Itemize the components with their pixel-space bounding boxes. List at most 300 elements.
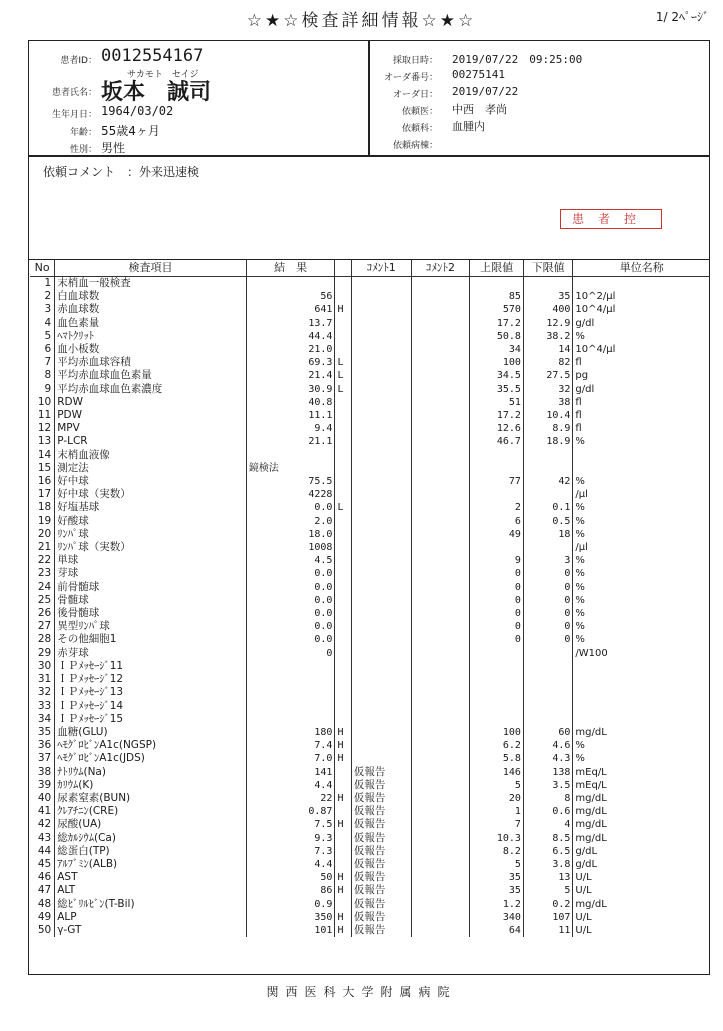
cell-c2 <box>411 422 470 435</box>
cell-c1: 仮報告 <box>351 884 411 897</box>
collect-datetime: 2019/07/22 09:25:00 <box>452 53 583 66</box>
cell-name: 好酸球 <box>55 515 247 528</box>
cell-c2 <box>411 779 470 792</box>
patient-name-label: 患者氏名： <box>51 88 97 98</box>
cell-name: ＩＰﾒｯｾｰｼﾞ13 <box>55 686 247 699</box>
cell-c1 <box>351 607 411 620</box>
cell-no: 17 <box>30 488 55 501</box>
cell-lo: 0 <box>523 607 572 620</box>
cell-lo: 8.9 <box>523 422 572 435</box>
cell-hi: 8.2 <box>470 845 524 858</box>
cell-no: 45 <box>30 858 55 871</box>
table-row <box>30 343 710 356</box>
cell-unit: % <box>575 515 585 527</box>
cell-unit: mg/dL <box>575 806 607 818</box>
table-row <box>30 515 710 528</box>
cell-c2 <box>411 317 470 330</box>
cell-unit <box>573 713 710 726</box>
cell-hi: 35.5 <box>470 383 524 396</box>
cell-lo <box>523 462 572 475</box>
cell-unit: % <box>575 476 585 488</box>
cell-name: RDW <box>55 396 247 409</box>
cell-unit: mg/dL <box>575 819 607 831</box>
cell-hi: 49 <box>470 528 524 541</box>
cell-lo: 0 <box>523 567 572 580</box>
patient-info-box <box>28 40 369 156</box>
cell-lo: 11 <box>523 924 572 937</box>
cell-c1: 仮報告 <box>351 924 411 937</box>
hospital-name: 関西医科大学附属病院 <box>266 985 457 999</box>
table-row <box>30 528 710 541</box>
cell-hi <box>470 686 524 699</box>
cell-name: 血糖(GLU) <box>55 726 247 739</box>
cell-no: 40 <box>30 792 55 805</box>
col-result: 結 果 <box>246 260 335 277</box>
cell-flag <box>335 832 351 845</box>
cell-lo: 10.4 <box>523 409 572 422</box>
cell-c1 <box>351 739 411 752</box>
cell-name: 好中球 <box>55 475 247 488</box>
cell-result: 11.1 <box>246 409 335 422</box>
cell-c1 <box>351 528 411 541</box>
cell-no: 36 <box>30 739 55 752</box>
cell-name: ＩＰﾒｯｾｰｼﾞ11 <box>55 660 247 673</box>
cell-unit <box>573 660 710 673</box>
cell-name: 好塩基球 <box>55 501 247 514</box>
cell-lo: 32 <box>523 383 572 396</box>
cell-result: 鏡検法 <box>246 462 335 475</box>
table-row <box>30 581 710 594</box>
cell-no: 11 <box>30 409 55 422</box>
cell-c2 <box>411 277 470 291</box>
cell-hi: 35 <box>470 871 524 884</box>
cell-no: 49 <box>30 911 55 924</box>
cell-c2 <box>411 898 470 911</box>
cell-unit: /μl <box>575 542 588 554</box>
table-row <box>30 303 710 316</box>
cell-no: 48 <box>30 898 55 911</box>
cell-flag: H <box>335 911 351 924</box>
cell-flag <box>335 607 351 620</box>
cell-flag <box>335 290 351 303</box>
cell-c2 <box>411 792 470 805</box>
cell-name: ﾍﾓｸﾞﾛﾋﾞﾝA1c(NGSP) <box>55 739 247 752</box>
cell-c2 <box>411 515 470 528</box>
cell-name: 骨髄球 <box>55 594 247 607</box>
table-row <box>30 435 710 448</box>
cell-c1 <box>351 620 411 633</box>
cell-hi: 34.5 <box>470 369 524 382</box>
cell-unit: mg/dL <box>575 726 607 738</box>
cell-no: 43 <box>30 832 55 845</box>
cell-result: 4.4 <box>246 779 335 792</box>
cell-c2 <box>411 726 470 739</box>
cell-unit: % <box>575 502 585 514</box>
cell-flag: H <box>335 818 351 831</box>
cell-result: 7.0 <box>246 752 335 765</box>
cell-no: 26 <box>30 607 55 620</box>
table-row <box>30 356 710 369</box>
cell-flag <box>335 660 351 673</box>
cell-unit: mEq/L <box>575 779 607 791</box>
table-row <box>30 554 710 567</box>
col-no: No <box>30 260 55 277</box>
cell-flag <box>335 673 351 686</box>
cell-unit: fl <box>575 396 582 408</box>
cell-c2 <box>411 475 470 488</box>
cell-flag <box>335 779 351 792</box>
cell-hi: 35 <box>470 884 524 897</box>
cell-c1 <box>351 686 411 699</box>
cell-c2 <box>411 924 470 937</box>
cell-c2 <box>411 528 470 541</box>
cell-result <box>246 673 335 686</box>
cell-hi: 9 <box>470 554 524 567</box>
table-row <box>30 290 710 303</box>
cell-no: 7 <box>30 356 55 369</box>
cell-hi: 1.2 <box>470 898 524 911</box>
cell-name: 平均赤血球容積 <box>55 356 247 369</box>
results-table <box>30 260 710 937</box>
cell-result: 0.87 <box>246 805 335 818</box>
cell-no: 4 <box>30 317 55 330</box>
table-row <box>30 726 710 739</box>
cell-name: 末梢血一般検査 <box>55 277 247 291</box>
cell-no: 8 <box>30 369 55 382</box>
cell-result: 13.7 <box>246 317 335 330</box>
request-comment: 依頼コメント ：外来迅速検 <box>43 165 200 179</box>
table-row <box>30 620 710 633</box>
cell-c1 <box>351 713 411 726</box>
cell-flag <box>335 713 351 726</box>
table-row <box>30 884 710 897</box>
cell-hi: 100 <box>470 356 524 369</box>
cell-unit: U/L <box>575 924 592 936</box>
cell-c1 <box>351 752 411 765</box>
cell-result: 75.5 <box>246 475 335 488</box>
cell-unit: 10^4/μl <box>575 304 616 316</box>
cell-name: P-LCR <box>55 435 247 448</box>
cell-hi: 64 <box>470 924 524 937</box>
cell-c1 <box>351 594 411 607</box>
cell-c1 <box>351 673 411 686</box>
col-lower: 下限値 <box>523 260 572 277</box>
cell-c1: 仮報告 <box>351 832 411 845</box>
cell-no: 25 <box>30 594 55 607</box>
patient-id-label: 患者ID： <box>60 56 97 66</box>
cell-c1: 仮報告 <box>351 805 411 818</box>
cell-flag: H <box>335 739 351 752</box>
cell-hi <box>470 462 524 475</box>
cell-no: 10 <box>30 396 55 409</box>
cell-result: 18.0 <box>246 528 335 541</box>
cell-hi: 50.8 <box>470 330 524 343</box>
table-row <box>30 752 710 765</box>
cell-flag <box>335 343 351 356</box>
cell-c2 <box>411 818 470 831</box>
cell-flag: L <box>335 383 351 396</box>
cell-hi: 17.2 <box>470 409 524 422</box>
cell-flag <box>335 330 351 343</box>
cell-hi: 17.2 <box>470 317 524 330</box>
cell-no: 39 <box>30 779 55 792</box>
cell-result: 9.4 <box>246 422 335 435</box>
cell-lo: 14 <box>523 343 572 356</box>
col-comment2: ｺﾒﾝﾄ2 <box>411 260 470 277</box>
cell-lo: 4.6 <box>523 739 572 752</box>
cell-c1 <box>351 356 411 369</box>
cell-result: 0.0 <box>246 620 335 633</box>
cell-unit: mg/dL <box>575 898 607 910</box>
cell-c2 <box>411 330 470 343</box>
cell-name: PDW <box>55 409 247 422</box>
cell-c2 <box>411 435 470 448</box>
table-row <box>30 700 710 713</box>
table-row <box>30 594 710 607</box>
cell-no: 3 <box>30 303 55 316</box>
cell-c1 <box>351 435 411 448</box>
cell-name: 白血球数 <box>55 290 247 303</box>
cell-c1 <box>351 515 411 528</box>
cell-result: 1008 <box>246 541 335 554</box>
cell-unit: U/L <box>575 872 592 884</box>
cell-name: 平均赤血球血色素濃度 <box>55 383 247 396</box>
cell-c2 <box>411 356 470 369</box>
cell-lo <box>523 660 572 673</box>
cell-no: 12 <box>30 422 55 435</box>
table-row <box>30 898 710 911</box>
cell-result: 141 <box>246 766 335 779</box>
cell-result: 44.4 <box>246 330 335 343</box>
table-row <box>30 462 710 475</box>
cell-c2 <box>411 911 470 924</box>
cell-c1 <box>351 554 411 567</box>
table-row <box>30 277 710 291</box>
cell-result: 0.0 <box>246 607 335 620</box>
cell-no: 5 <box>30 330 55 343</box>
cell-hi <box>470 713 524 726</box>
order-info-box <box>369 40 710 156</box>
table-row <box>30 832 710 845</box>
cell-result: 0 <box>246 647 335 660</box>
cell-name: ｶﾘｳﾑ(K) <box>55 779 247 792</box>
cell-lo <box>523 449 572 462</box>
cell-flag <box>335 396 351 409</box>
cell-result: 0.9 <box>246 898 335 911</box>
cell-name: 単球 <box>55 554 247 567</box>
cell-name: 前骨髄球 <box>55 581 247 594</box>
cell-c2 <box>411 383 470 396</box>
cell-c1 <box>351 581 411 594</box>
order-date: 2019/07/22 <box>452 85 519 98</box>
cell-hi: 85 <box>470 290 524 303</box>
cell-c2 <box>411 832 470 845</box>
cell-c1 <box>351 462 411 475</box>
cell-result <box>246 449 335 462</box>
cell-result <box>246 700 335 713</box>
table-row <box>30 660 710 673</box>
cell-unit: % <box>575 621 585 633</box>
cell-unit: /μl <box>575 489 588 501</box>
cell-unit: g/dL <box>575 858 598 870</box>
cell-unit: mg/dL <box>575 832 607 844</box>
cell-name: 後骨髄球 <box>55 607 247 620</box>
cell-name: ｸﾚｱﾁﾆﾝ(CRE) <box>55 805 247 818</box>
cell-result: 56 <box>246 290 335 303</box>
cell-hi: 146 <box>470 766 524 779</box>
cell-unit: mg/dL <box>575 792 607 804</box>
dept-label: 依頼科： <box>401 124 438 134</box>
cell-c1 <box>351 409 411 422</box>
cell-c2 <box>411 845 470 858</box>
cell-unit: fl <box>575 357 582 369</box>
table-row <box>30 673 710 686</box>
cell-no: 33 <box>30 700 55 713</box>
cell-c1 <box>351 343 411 356</box>
cell-c2 <box>411 660 470 673</box>
cell-flag <box>335 581 351 594</box>
table-row <box>30 409 710 422</box>
cell-hi: 51 <box>470 396 524 409</box>
cell-result: 641 <box>246 303 335 316</box>
cell-name: MPV <box>55 422 247 435</box>
cell-name: ＩＰﾒｯｾｰｼﾞ14 <box>55 700 247 713</box>
cell-lo: 12.9 <box>523 317 572 330</box>
cell-flag <box>335 766 351 779</box>
table-row <box>30 858 710 871</box>
cell-hi <box>470 541 524 554</box>
cell-flag <box>335 898 351 911</box>
cell-hi: 10.3 <box>470 832 524 845</box>
cell-unit: % <box>575 436 585 448</box>
cell-no: 6 <box>30 343 55 356</box>
cell-name: 総ｶﾙｼｳﾑ(Ca) <box>55 832 247 845</box>
page-title: ☆★☆検査詳細情報☆★☆ <box>246 11 477 31</box>
table-row <box>30 686 710 699</box>
cell-name: ﾅﾄﾘｳﾑ(Na) <box>55 766 247 779</box>
table-row <box>30 779 710 792</box>
cell-c1 <box>351 700 411 713</box>
cell-no: 46 <box>30 871 55 884</box>
cell-c1 <box>351 475 411 488</box>
cell-flag <box>335 317 351 330</box>
cell-hi <box>470 673 524 686</box>
cell-hi: 5 <box>470 858 524 871</box>
cell-c1 <box>351 383 411 396</box>
table-row <box>30 501 710 514</box>
cell-unit: g/dL <box>575 845 598 857</box>
order-no: 00275141 <box>452 68 505 81</box>
table-row <box>30 488 710 501</box>
cell-c2 <box>411 686 470 699</box>
doctor: 中西 孝尚 <box>452 103 507 116</box>
cell-name: ﾍﾏﾄｸﾘｯﾄ <box>55 330 247 343</box>
cell-result: 9.3 <box>246 832 335 845</box>
cell-unit: 10^4/μl <box>575 344 616 356</box>
cell-lo: 38.2 <box>523 330 572 343</box>
cell-lo <box>523 488 572 501</box>
cell-unit: % <box>575 330 585 342</box>
cell-result: 86 <box>246 884 335 897</box>
cell-c2 <box>411 409 470 422</box>
cell-hi: 340 <box>470 911 524 924</box>
cell-unit: % <box>575 594 585 606</box>
table-row <box>30 317 710 330</box>
cell-c1: 仮報告 <box>351 779 411 792</box>
table-row <box>30 541 710 554</box>
table-row <box>30 766 710 779</box>
cell-name: 末梢血液像 <box>55 449 247 462</box>
cell-no: 34 <box>30 713 55 726</box>
table-row <box>30 567 710 580</box>
cell-c1 <box>351 488 411 501</box>
cell-lo: 3.8 <box>523 858 572 871</box>
cell-name: 血色素量 <box>55 317 247 330</box>
cell-result <box>246 660 335 673</box>
cell-hi <box>470 277 524 291</box>
col-unit: 単位名称 <box>573 260 710 277</box>
cell-no: 50 <box>30 924 55 937</box>
cell-unit: % <box>575 555 585 567</box>
cell-flag <box>335 541 351 554</box>
cell-name: ﾘﾝﾊﾟ球（実数） <box>55 541 247 554</box>
table-row <box>30 475 710 488</box>
cell-lo: 4 <box>523 818 572 831</box>
cell-flag: H <box>335 726 351 739</box>
cell-hi: 2 <box>470 501 524 514</box>
cell-flag <box>335 422 351 435</box>
cell-flag: H <box>335 884 351 897</box>
cell-flag <box>335 845 351 858</box>
cell-no: 23 <box>30 567 55 580</box>
cell-hi: 0 <box>470 607 524 620</box>
cell-no: 9 <box>30 383 55 396</box>
cell-name: ＩＰﾒｯｾｰｼﾞ15 <box>55 713 247 726</box>
cell-c2 <box>411 620 470 633</box>
cell-result <box>246 713 335 726</box>
cell-name: 異型ﾘﾝﾊﾟ球 <box>55 620 247 633</box>
page-number: 1/ 2ﾍﾟｰｼﾞ <box>655 10 709 24</box>
cell-unit: fl <box>575 410 582 422</box>
cell-hi: 5.8 <box>470 752 524 765</box>
cell-name: ALP <box>55 911 247 924</box>
cell-unit <box>573 673 710 686</box>
cell-name: 平均赤血球血色素量 <box>55 369 247 382</box>
cell-lo: 0.6 <box>523 805 572 818</box>
cell-c2 <box>411 581 470 594</box>
cell-hi: 5 <box>470 779 524 792</box>
cell-result: 0.0 <box>246 594 335 607</box>
cell-unit: fl <box>575 423 582 435</box>
cell-lo: 38 <box>523 396 572 409</box>
cell-hi: 1 <box>470 805 524 818</box>
age: 55歳4ヶ月 <box>101 124 160 138</box>
cell-c2 <box>411 858 470 871</box>
cell-lo <box>523 700 572 713</box>
cell-c2 <box>411 607 470 620</box>
cell-c2 <box>411 884 470 897</box>
cell-hi: 6 <box>470 515 524 528</box>
cell-result: 69.3 <box>246 356 335 369</box>
cell-name: ﾍﾓｸﾞﾛﾋﾞﾝA1c(JDS) <box>55 752 247 765</box>
cell-name: 赤芽球 <box>55 647 247 660</box>
cell-c2 <box>411 567 470 580</box>
cell-flag: H <box>335 792 351 805</box>
order-date-label: オーダ日： <box>392 90 438 100</box>
cell-lo: 42 <box>523 475 572 488</box>
cell-hi <box>470 700 524 713</box>
cell-c2 <box>411 647 470 660</box>
